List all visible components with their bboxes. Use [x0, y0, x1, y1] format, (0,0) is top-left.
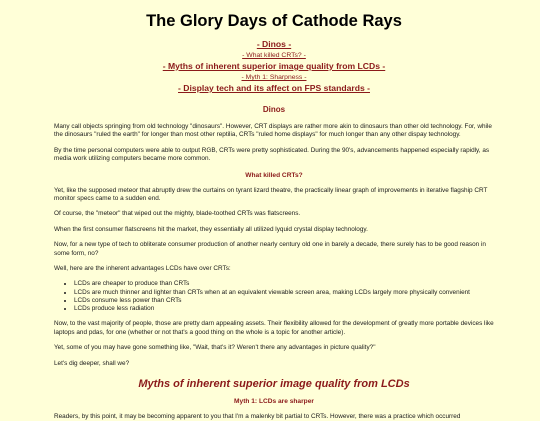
- toc-link-display-tech-fps[interactable]: - Display tech and its affect on FPS standards -: [178, 83, 370, 93]
- section-heading-myths: Myths of inherent superior image quality from LCDs: [138, 377, 410, 390]
- paragraph: Now, to the vast majority of people, those are pretty darn appealing assets. Their flexibility allowed for the development of greatly more portable devices like laptops and pdas, for one (whether or not that's a good thing on the whole is a topic for another article).: [54, 320, 494, 336]
- list-item: • LCDs are much thinner and lighter than CRTs when at an equivalent viewable screen area, making LCDs largely more physically convenient: [74, 289, 494, 297]
- list-item: • LCDs produce less radiation: [74, 305, 494, 313]
- toc-link-dinos[interactable]: - Dinos -: [256, 39, 292, 49]
- paragraph: By the time personal computers were able to output RGB, CRTs were pretty sophisticated. During the 90's, advancements happened especially rapidly, as media work utilizing computers became more common.: [54, 146, 490, 163]
- list-item: • LCDs consume less power than CRTs: [74, 297, 494, 305]
- list-item: • LCDs are cheaper to produce than CRTs: [74, 280, 494, 288]
- advantages-list: [54, 280, 494, 313]
- toc-link-what-killed-crts[interactable]: - What killed CRTs? -: [242, 52, 306, 59]
- section-heading-myth-1: Myth 1: LCDs are sharper: [234, 397, 314, 405]
- paragraph: When the first consumer flatscreens hit the market, they essentially all utilized lyquid crystal display technology.: [54, 225, 368, 233]
- paragraph: Of course, the "meteor" that wiped out the mighty, blade-toothed CRTs was flatscreens.: [54, 210, 301, 218]
- toc-link-myths[interactable]: - Myths of inherent superior image quality from LCDs -: [162, 61, 386, 71]
- paragraph: Let's dig deeper, shall we?: [54, 359, 130, 367]
- page-title: The Glory Days of Cathode Rays: [146, 12, 402, 30]
- section-heading-what-killed-crts: What killed CRTs?: [245, 171, 303, 179]
- section-heading-dinos: Dinos: [262, 105, 286, 114]
- paragraph: Yet, like the supposed meteor that abruptly drew the curtains on tyrant lizard theatre, the practically linear graph of improvements in iterative flagship CRT monitor specs came to a sudden end.: [54, 186, 488, 203]
- paragraph: Readers, by this point, it may be becoming apparent to you that I'm a malenky bit partial to CRTs. However, there was a practice which occurred: [54, 412, 461, 420]
- toc-link-myth-1-sharpness[interactable]: - Myth 1: Sharpness -: [241, 74, 307, 81]
- paragraph: Now, for a new type of tech to obliterate consumer production of another nearly century old one in barely a decade, there surely has to be good reason in some form, no?: [54, 241, 486, 257]
- paragraph: Many call objects springing from old technology "dinosaurs". However, CRT displays are rather more akin to dinosaurs than other old technology. For, while the dinosaurs "ruled the earth" for longer than most other reptilia, CRTs "ruled home displays" for much longer than any other dispay technology.: [54, 123, 492, 139]
- paragraph: Yet, some of you may have gone something like, "Wait, that's it? Weren't there any advantages in picture quality?": [54, 344, 376, 352]
- table-of-contents: [54, 39, 494, 94]
- paragraph: Well, here are the inherent advantages LCDs have over CRTs:: [54, 265, 231, 273]
